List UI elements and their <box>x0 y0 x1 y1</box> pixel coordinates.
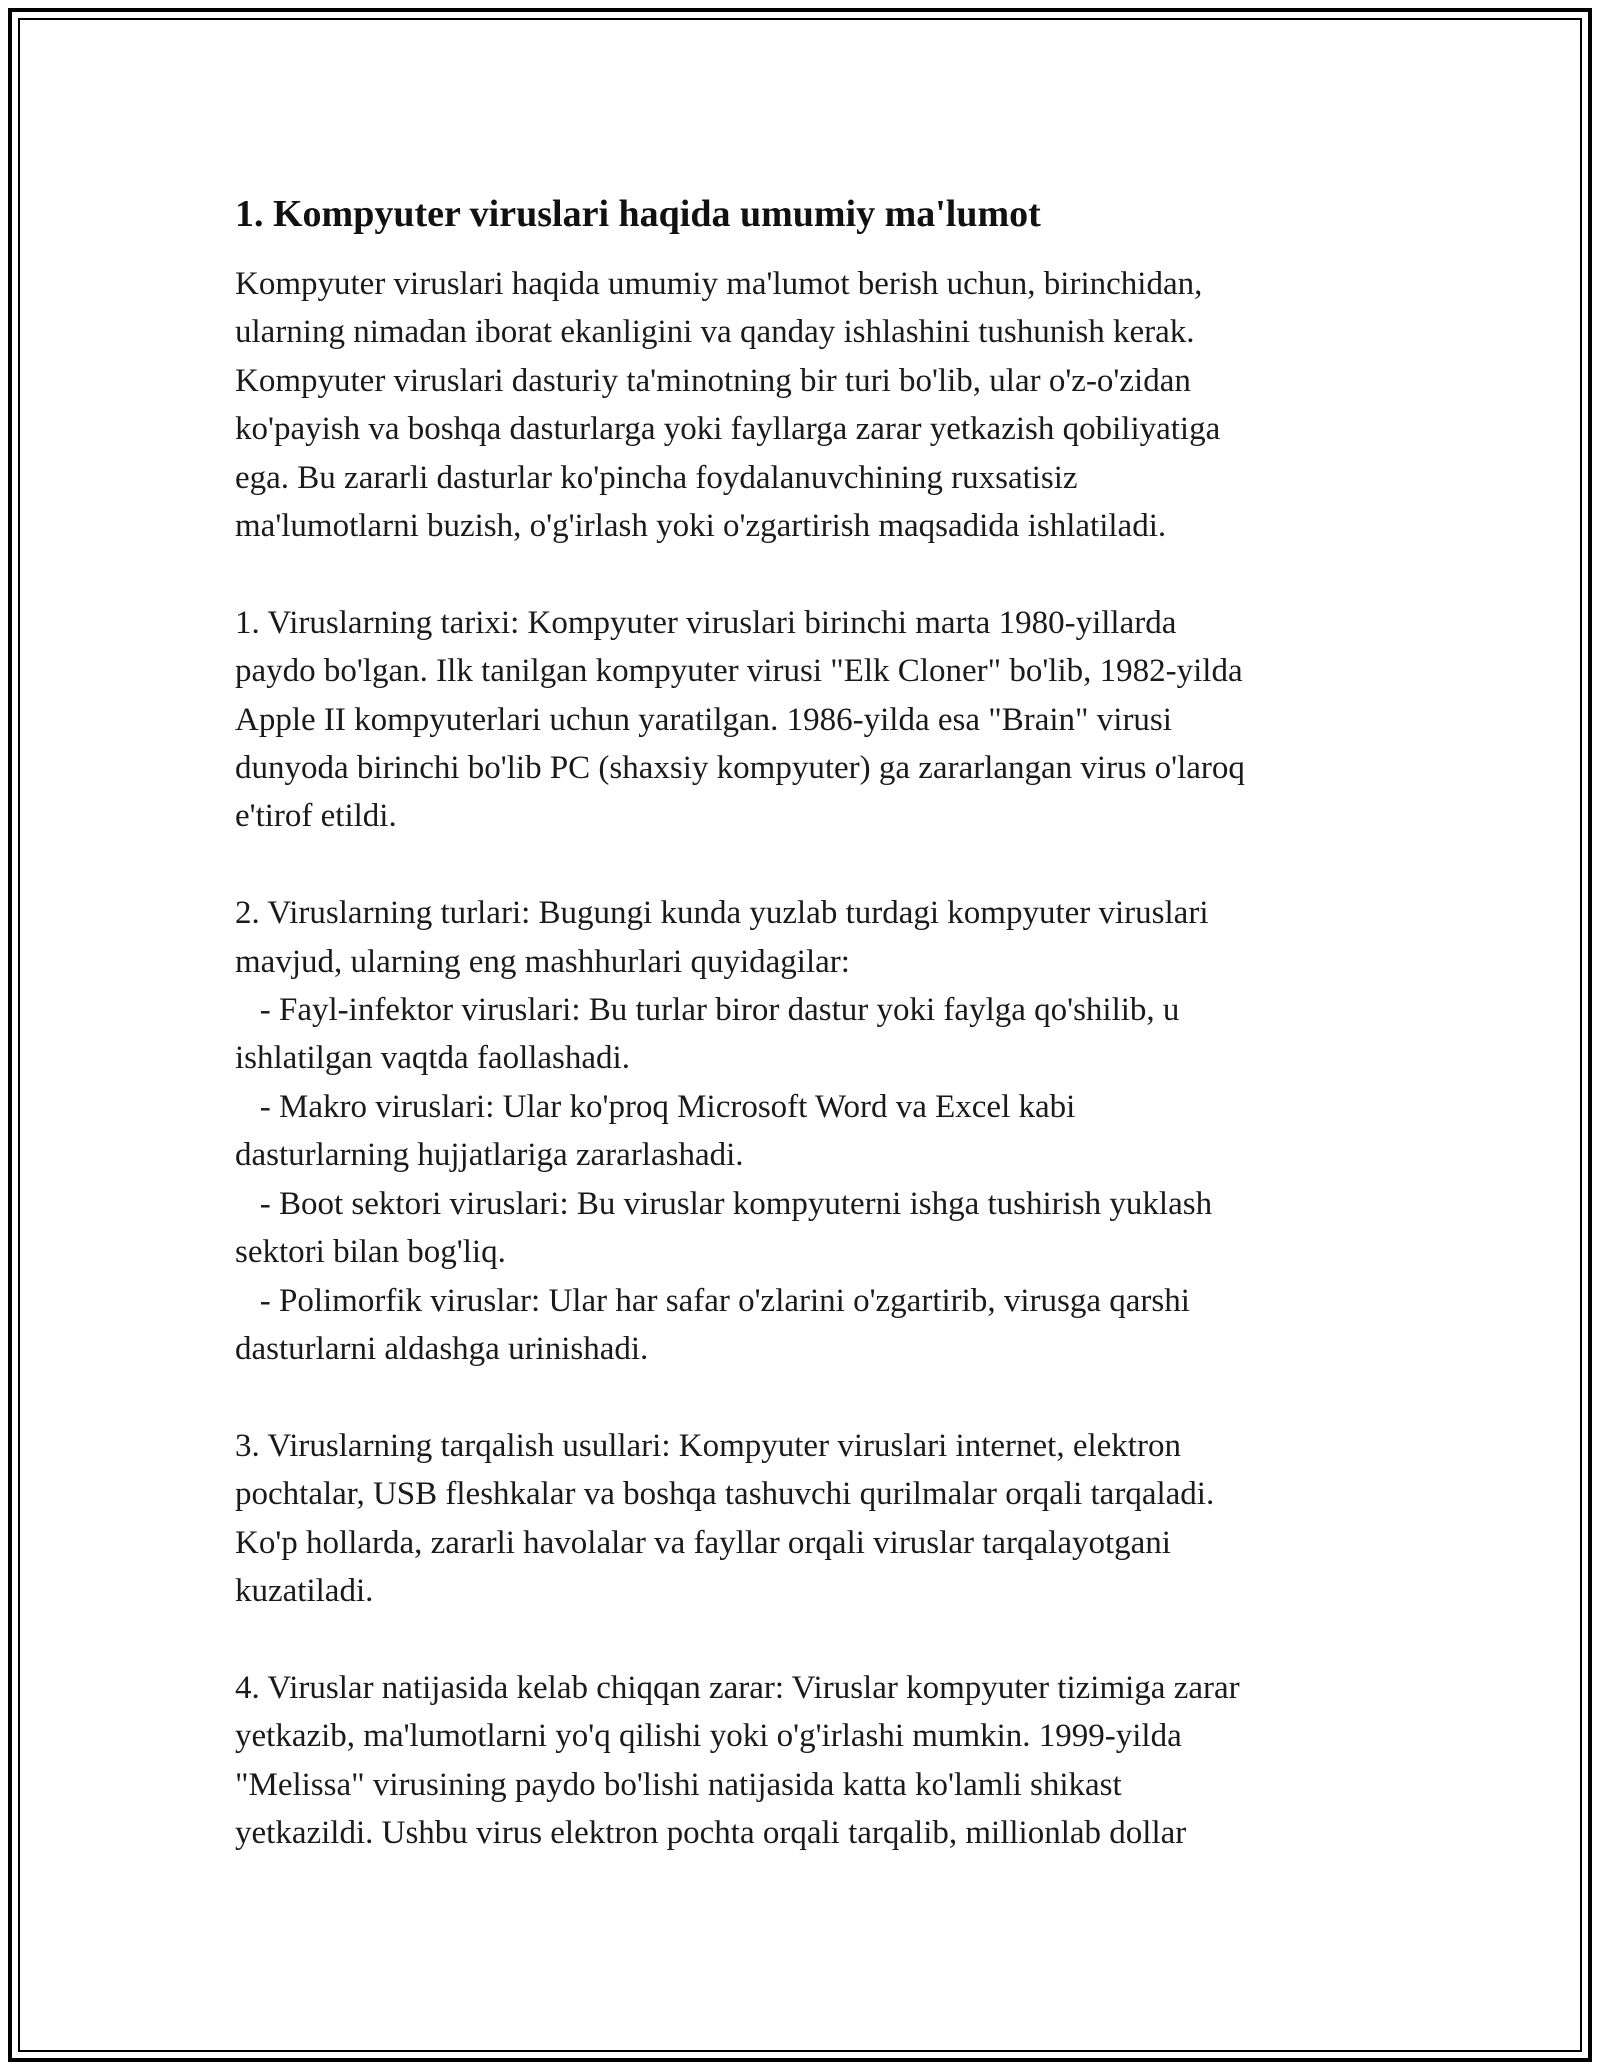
text-line: 2. Viruslarning turlari: Bugungi kunda yuzlab turdagi kompyuter viruslari <box>235 895 1209 932</box>
text-line: ishlatilgan vaqtda faollashadi. <box>235 1040 630 1077</box>
text-line: sektori bilan bog'liq. <box>235 1234 506 1271</box>
list-item: - Fayl-infektor viruslari: Bu turlar biror dastur yoki faylga qo'shilib, u <box>235 992 1180 1029</box>
text-line: Kompyuter viruslari dasturiy ta'minotning bir turi bo'lib, ular o'z-o'zidan <box>235 362 1191 399</box>
text-line: dasturlarni aldashga urinishadi. <box>235 1330 649 1367</box>
document-body <box>235 186 1385 1857</box>
text-line: 3. Viruslarning tarqalish usullari: Kompyuter viruslari internet, elektron <box>235 1427 1181 1464</box>
text-line: mavjud, ularning eng mashhurlari quyidagilar: <box>235 943 850 980</box>
text-line: Ko'p hollarda, zararli havolalar va fayllar orqali viruslar tarqalayotgani <box>235 1524 1171 1561</box>
text-line: Kompyuter viruslari haqida umumiy ma'lumot berish uchun, birinchidan, <box>235 266 1203 302</box>
text-line: 4. Viruslar natijasida kelab chiqqan zarar: Viruslar kompyuter tizimiga zarar <box>235 1669 1240 1706</box>
text-line: dasturlarning hujjatlariga zararlashadi. <box>235 1137 744 1174</box>
text-line: ularning nimadan iborat ekanligini va qanday ishlashini tushunish kerak. <box>235 314 1195 351</box>
types-paragraph <box>235 889 1385 1373</box>
text-line: Apple II kompyuterlari uchun yaratilgan. 1986-yilda esa "Brain" virusi <box>235 701 1172 738</box>
intro-paragraph <box>235 260 1385 550</box>
list-item: - Boot sektori viruslari: Bu viruslar kompyuterni ishga tushirish yuklash <box>235 1185 1213 1222</box>
history-paragraph <box>235 599 1385 841</box>
text-line: paydo bo'lgan. Ilk tanilgan kompyuter virusi "Elk Cloner" bo'lib, 1982-yilda <box>235 653 1243 690</box>
document-text <box>235 260 1385 1857</box>
text-line: ega. Bu zararli dasturlar ko'pincha foydalanuvchining ruxsatisiz <box>235 459 1078 496</box>
spread-paragraph <box>235 1422 1385 1616</box>
text-line: e'tirof etildi. <box>235 798 397 835</box>
text-line: "Melissa" virusining paydo bo'lishi natijasida katta ko'lamli shikast <box>235 1766 1122 1803</box>
text-line: yetkazib, ma'lumotlarni yo'q qilishi yoki o'g'irlashi mumkin. 1999-yilda <box>235 1718 1182 1755</box>
text-line: yetkazildi. Ushbu virus elektron pochta orqali tarqalib, millionlab dollar <box>235 1814 1187 1851</box>
text-line: kuzatiladi. <box>235 1572 374 1609</box>
text-line: dunyoda birinchi bo'lib PC (shaxsiy kompyuter) ga zararlangan virus o'laroq <box>235 750 1245 787</box>
text-line: ma'lumotlarni buzish, o'g'irlash yoki o'zgartirish maqsadida ishlatiladi. <box>235 508 1167 545</box>
list-item: - Makro viruslari: Ular ko'proq Microsoft Word va Excel kabi <box>235 1088 1076 1125</box>
list-item: - Polimorfik viruslar: Ular har safar o'zlarini o'zgartirib, virusga qarshi <box>235 1282 1190 1319</box>
damage-paragraph <box>235 1664 1385 1858</box>
section-heading: 1. Kompyuter viruslari haqida umumiy ma'lumot <box>235 193 1041 235</box>
text-line: pochtalar, USB fleshkalar va boshqa tashuvchi qurilmalar orqali tarqaladi. <box>235 1476 1215 1513</box>
text-line: 1. Viruslarning tarixi: Kompyuter viruslari birinchi marta 1980-yillarda <box>235 604 1177 641</box>
text-line: ko'payish va boshqa dasturlarga yoki fayllarga zarar yetkazish qobiliyatiga <box>235 411 1221 448</box>
